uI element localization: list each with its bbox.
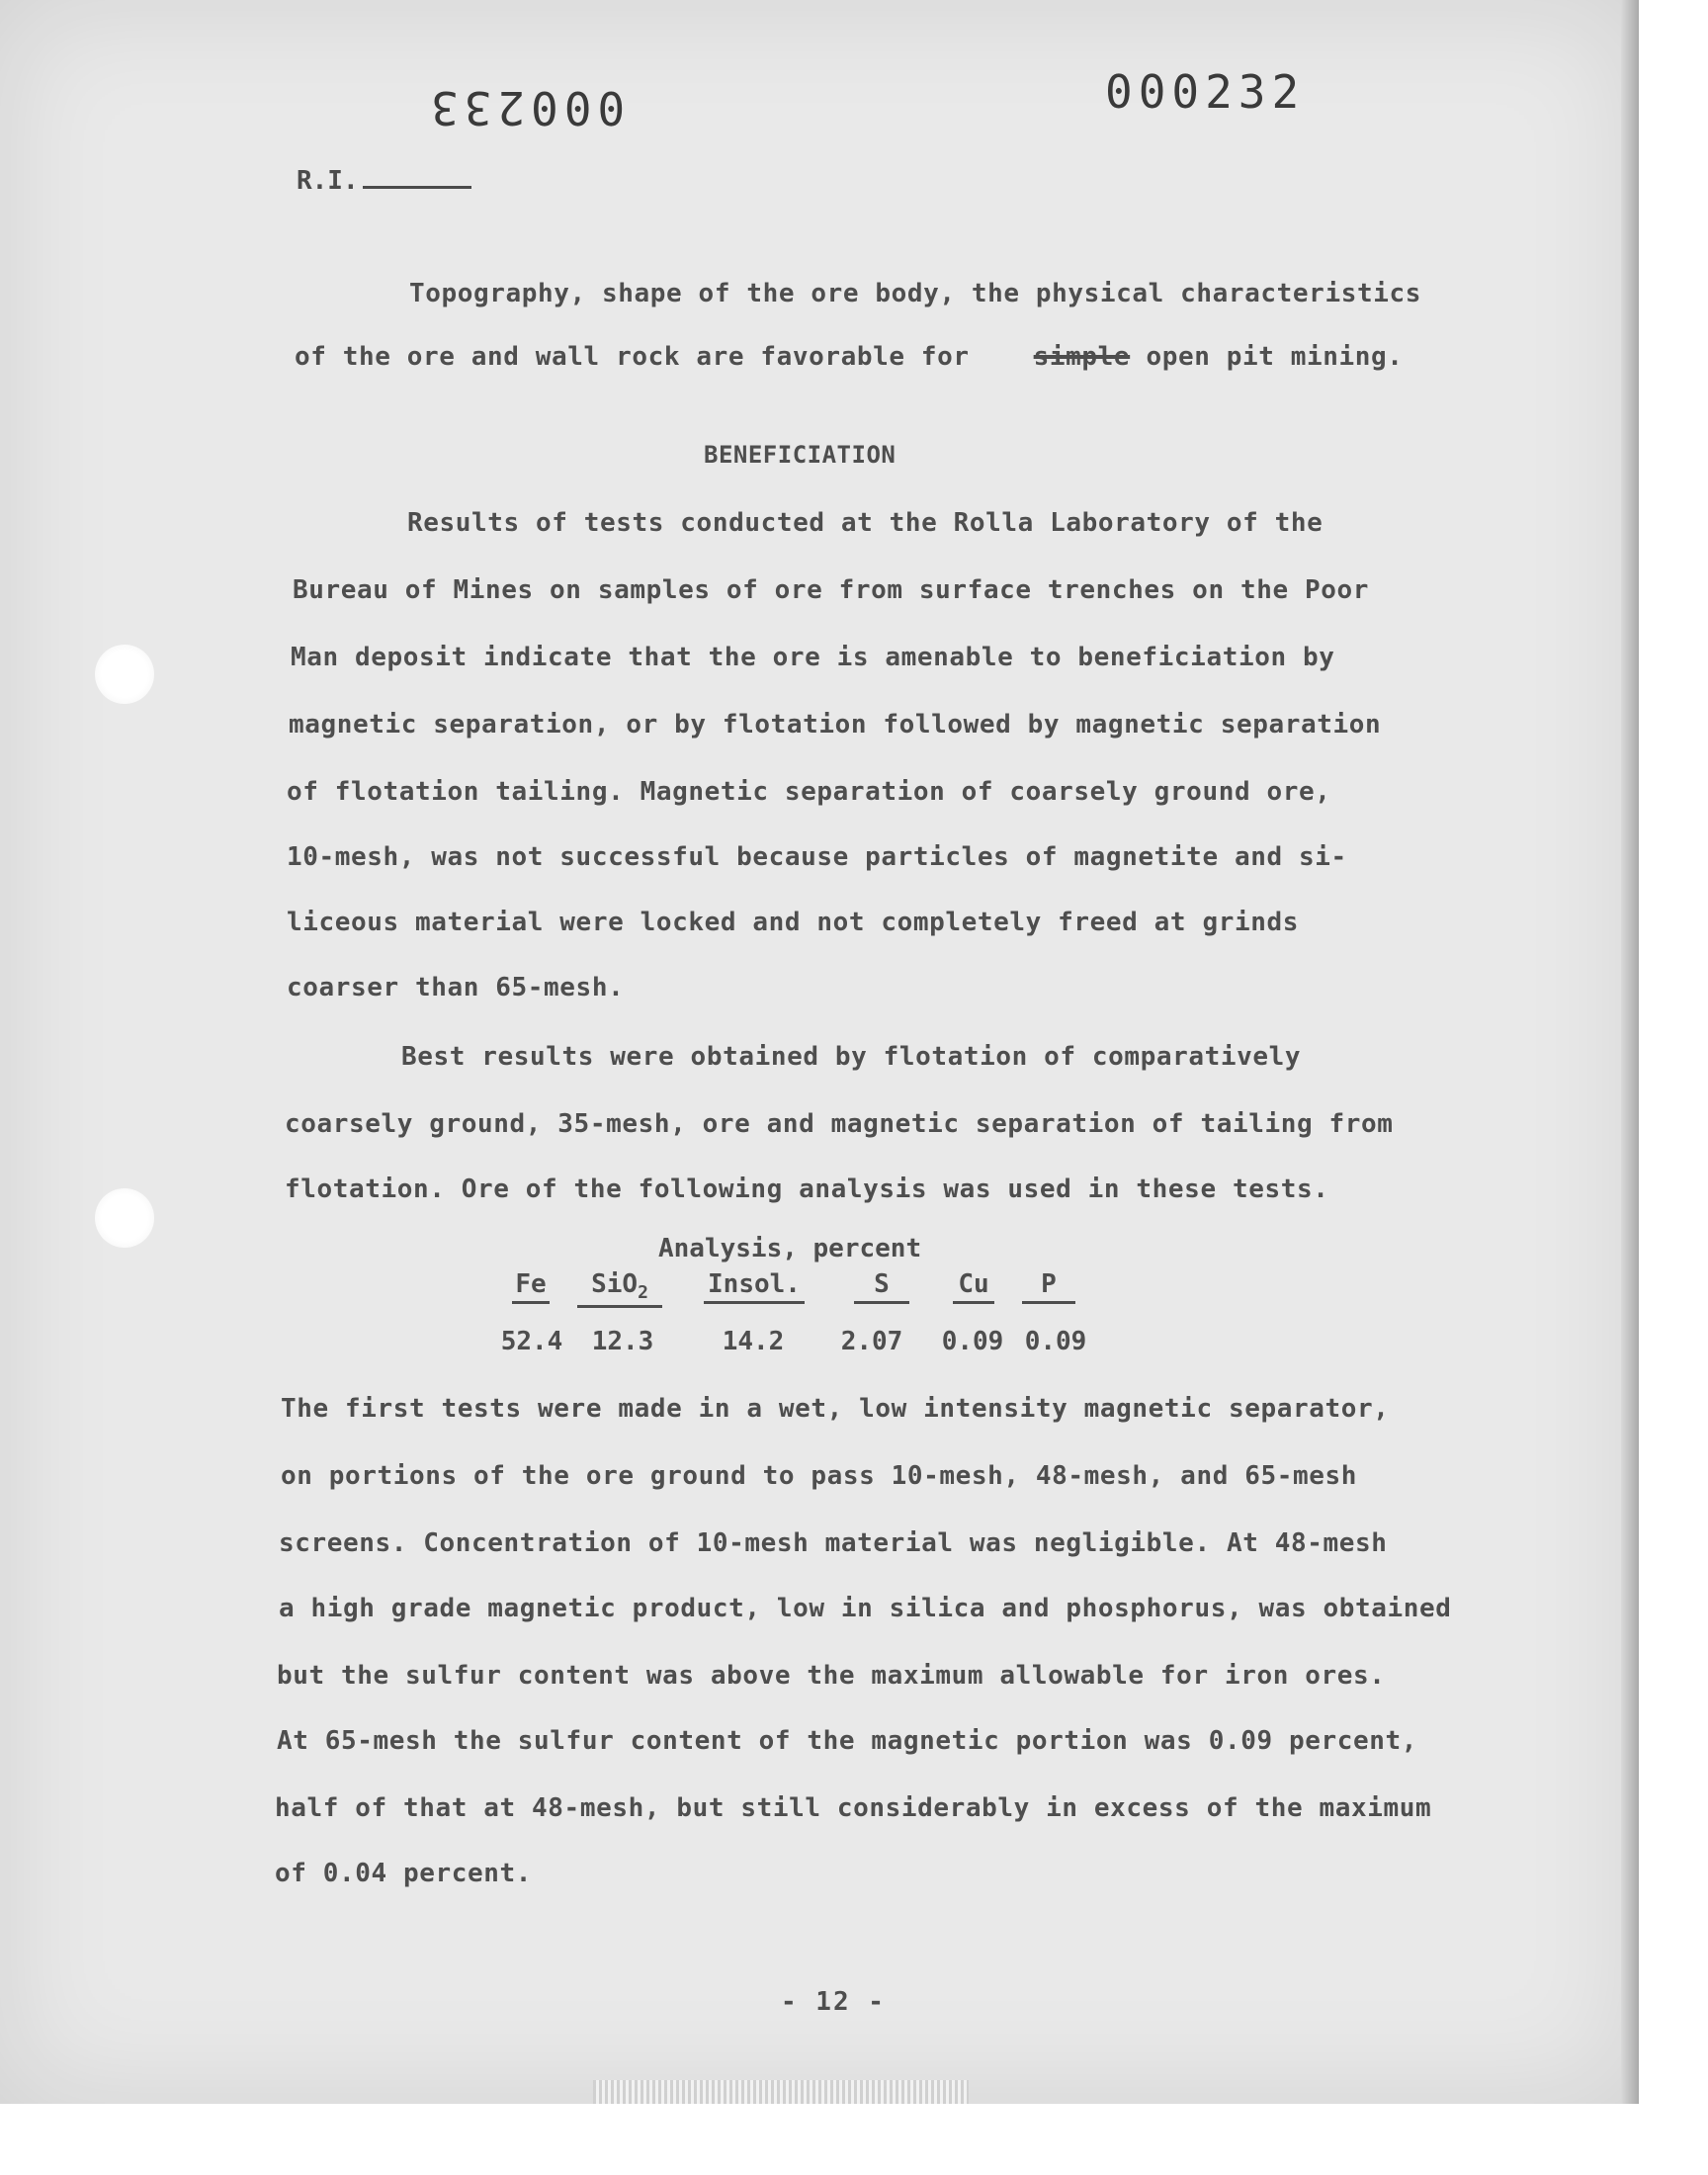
stamp-number: 000232 [1105, 65, 1306, 119]
paragraph-line: a high grade magnetic product, low in silica and phosphorus, was obtained [279, 1594, 1452, 1623]
intro-line [295, 342, 1404, 372]
intro-line-tail: open pit mining. [1146, 342, 1404, 372]
analysis-header [577, 1269, 662, 1308]
analysis-value: 14.2 [722, 1327, 785, 1356]
intro-line-text: of the ore and wall rock are favorable for [295, 342, 970, 372]
paragraph-line: coarsely ground, 35-mesh, ore and magnetic separation of tailing from [285, 1109, 1394, 1139]
analysis-value: 12.3 [591, 1327, 654, 1356]
paragraph-line: screens. Concentration of 10-mesh material was negligible. At 48-mesh [279, 1528, 1388, 1558]
paragraph-line: magnetic separation, or by flotation followed by magnetic separation [289, 710, 1382, 740]
intro-line: Topography, shape of the ore body, the physical characteristics [409, 279, 1421, 308]
analysis-header: P [1022, 1269, 1075, 1304]
paragraph-line: of 0.04 percent. [275, 1859, 533, 1888]
struck-word: simple [1033, 342, 1131, 372]
scan-artifact [593, 2080, 969, 2104]
paragraph-line: coarser than 65-mesh. [287, 973, 625, 1002]
paragraph-line: flotation. Ore of the following analysis was used in these tests. [285, 1174, 1329, 1204]
paragraph-line: liceous material were locked and not completely freed at grinds [287, 908, 1299, 937]
page-edge-shadow [1621, 0, 1639, 2104]
subscript: 2 [638, 1282, 648, 1304]
ri-label: R.I. [297, 166, 359, 196]
paragraph-line: Best results were obtained by flotation of comparatively [401, 1042, 1302, 1072]
punch-hole [95, 645, 154, 704]
analysis-value: 52.4 [500, 1327, 563, 1356]
ri-blank-line [363, 186, 471, 189]
paragraph-line: Results of tests conducted at the Rolla Laboratory of the [407, 508, 1324, 538]
paragraph-line: 10-mesh, was not successful because particles of magnetite and si- [287, 842, 1347, 872]
page-number: - 12 - [781, 1987, 886, 2017]
analysis-header: Insol. [704, 1269, 805, 1304]
paragraph-line: on portions of the ore ground to pass 10-mesh, 48-mesh, and 65-mesh [281, 1461, 1357, 1491]
analysis-header: S [854, 1269, 909, 1304]
section-heading: BENEFICIATION [704, 441, 897, 469]
paragraph-line: Man deposit indicate that the ore is amenable to beneficiation by [291, 643, 1335, 672]
analysis-header: Cu [953, 1269, 994, 1304]
paragraph-line: but the sulfur content was above the maximum allowable for iron ores. [277, 1661, 1386, 1691]
stamp-number-inverted: 000233 [425, 81, 626, 134]
paragraph-line: Bureau of Mines on samples of ore from surface trenches on the Poor [293, 575, 1369, 605]
paragraph-line: At 65-mesh the sulfur content of the magnetic portion was 0.09 percent, [277, 1726, 1417, 1756]
analysis-header-text: SiO [591, 1269, 639, 1299]
analysis-title: Analysis, percent [658, 1234, 922, 1263]
analysis-value: 0.09 [941, 1327, 1004, 1356]
paragraph-line: The first tests were made in a wet, low intensity magnetic separator, [281, 1394, 1390, 1424]
ri-field [297, 166, 471, 196]
punch-hole [95, 1188, 154, 1248]
paragraph-line: of flotation tailing. Magnetic separation of coarsely ground ore, [287, 777, 1331, 807]
analysis-header: Fe [512, 1269, 550, 1304]
paragraph-line: half of that at 48-mesh, but still considerably in excess of the maximum [275, 1793, 1432, 1823]
analysis-value: 0.09 [1024, 1327, 1087, 1356]
analysis-value: 2.07 [840, 1327, 903, 1356]
